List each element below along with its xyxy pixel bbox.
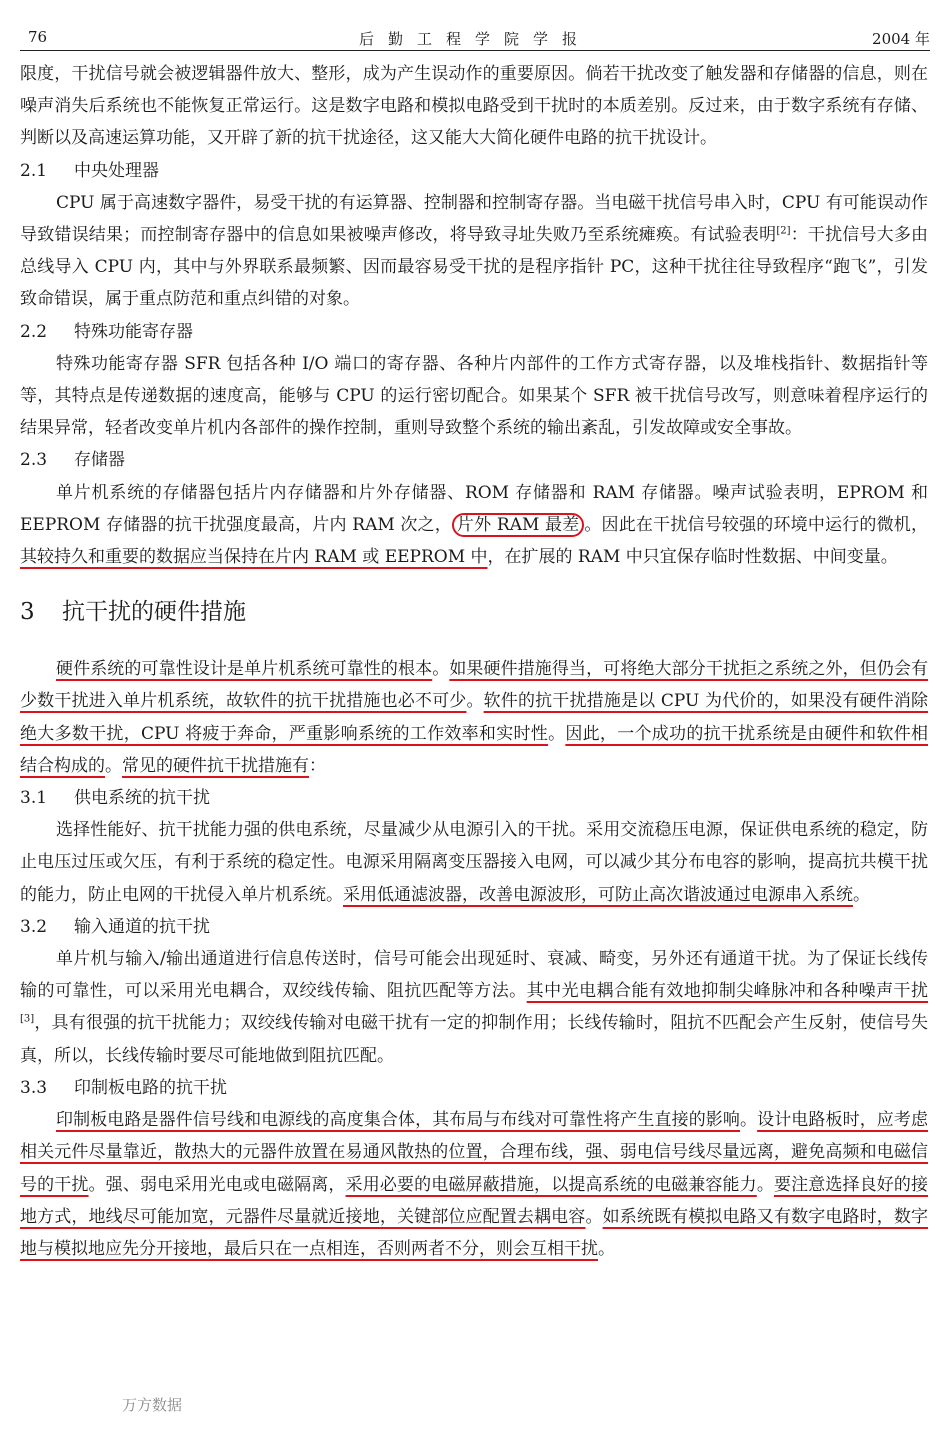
text-run: 。	[466, 691, 484, 712]
underlined-annotation: 硬件系统的可靠性设计是单片机系统可靠性的根本	[56, 659, 433, 680]
text-run: 。	[740, 1110, 758, 1131]
subsection-heading-3-2	[20, 911, 928, 943]
text-run: 。	[105, 755, 122, 776]
paragraph-power-supply	[20, 814, 928, 911]
text-run: 单片机系统的存储器包括片内存储器和片外存储器、ROM 存储器和 RAM 存储器。噪声试验表明，EPROM 和 EEPROM 存储器的抗干扰强度最高，片内 RAM 次之，	[20, 482, 928, 535]
journal-year: 2004 年	[872, 30, 930, 48]
subsection-heading-3-3	[20, 1072, 928, 1104]
subsection-title: 存储器	[74, 450, 125, 471]
circled-annotation: 片外 RAM 最差	[452, 513, 584, 537]
journal-title: 后勤工程学院学报	[358, 30, 591, 48]
underlined-annotation: 设计电路板时，应考虑相关元件尽量靠近，散热大的元器件放置在易通风散热的位置，合理布线，强、弱电信号线尽量远离，避免高频和电磁信号的干扰	[20, 1110, 929, 1195]
paragraph-pcb	[20, 1104, 928, 1265]
text-run: ：	[309, 755, 326, 776]
subsection-number: 3.2	[20, 916, 48, 937]
underlined-annotation: 采用低通滤波器，改善电源波形，可防止高次谐波通过电源串入系统	[343, 884, 853, 905]
text-run: 。因此在干扰信号较强的环境中运行的微机，	[584, 514, 928, 535]
subsection-heading-2-3	[20, 444, 928, 476]
subsection-number: 3.3	[20, 1077, 48, 1098]
underlined-annotation: 其中光电耦合能有效地抑制尖峰脉冲和各种噪声干扰	[526, 981, 929, 1002]
text-run: 单片机与输入/输出通道进行信息传送时，信号可能会出现延时、衰减、畸变，另外还有通道干扰。为了保证长线传输的可靠性，可以采用光电耦合，双绞线传输、阻抗匹配等方法。	[20, 949, 928, 1002]
underlined-annotation: 软件的抗干扰措施是以 CPU 为代价的，如果没有硬件消除绝大多数干扰，CPU 将疲于奔命，严重影响系统的工作效率和实时性	[20, 691, 929, 744]
text-run: ：干扰信号大多由总线导入 CPU 内，其中与外界联系最频繁、因而最容易受干扰的是程序指针 PC，这种干扰往往导致程序“跑飞”，引发致命错误，属于重点防范和重点纠错的对象。	[20, 225, 929, 310]
body-text	[20, 58, 928, 1265]
running-header	[20, 26, 930, 51]
subsection-title: 中央处理器	[74, 160, 159, 181]
text-run: ，在扩展的 RAM 中只宜保存临时性数据、中间变量。	[487, 547, 898, 568]
subsection-heading-2-1	[20, 155, 928, 187]
subsection-title: 印制板电路的抗干扰	[74, 1077, 227, 1098]
underlined-annotation: 如果硬件措施得当，可将绝大部分干扰拒之系统之外，但仍会有少数干扰进入单片机系统，故软件的抗干扰措施也必不可少	[20, 659, 929, 712]
text-run: 。	[598, 1238, 615, 1259]
section-heading-3	[20, 595, 928, 629]
text-run: ，具有很强的抗干扰能力；双绞线传输对电磁干扰有一定的抑制作用；长线传输时，阻抗不匹配会产生反射，使信号失真，所以，长线传输时要尽可能地做到阻抗匹配。	[20, 1013, 928, 1066]
citation: [2]	[776, 225, 791, 237]
text-run: 。	[432, 659, 450, 680]
text-run: 选择性能好、抗干扰能力强的供电系统，尽量减少从电源引入的干扰。采用交流稳压电源，保证供电系统的稳定，防止电压过压或欠压，有利于系统的稳定性。电源采用隔离变压器接入电网，可以减少其分布电容的影响，提高抗共模干扰的能力，防止电网的干扰侵入单片机系统。	[20, 820, 928, 905]
subsection-number: 2.1	[20, 160, 48, 181]
citation: [3]	[20, 1013, 35, 1025]
underlined-annotation: 要注意选择良好的接地方式，地线尽可能加宽，元器件尽量就近接地，关键部位应配置去耦电容	[20, 1174, 929, 1227]
subsection-number: 3.1	[20, 788, 48, 809]
subsection-title: 特殊功能寄存器	[74, 321, 193, 342]
underlined-annotation: 因此，一个成功的抗干扰系统是由硬件和软件相结合构成的	[20, 723, 929, 776]
underlined-annotation: 印制板电路是器件信号线和电源线的高度集合体，其布局与布线对可靠性将产生直接的影响	[56, 1110, 740, 1131]
underlined-annotation: 采用必要的电磁屏蔽措施，以提高系统的电磁兼容能力	[345, 1174, 757, 1195]
underlined-annotation: 常见的硬件抗干扰措施有	[122, 755, 309, 776]
text-run: 。	[585, 1206, 603, 1227]
paragraph-sfr: 特殊功能寄存器 SFR 包括各种 I/O 端口的寄存器、各种片内部件的工作方式寄存器，以及堆栈指针、数据指针等等，其特点是传递数据的速度高，能够与 CPU 的运行密切配合。如果某个 SFR 被干扰信号改写，则意味着程序运行的结果异常，轻者改变单片机内各部件的操作控制，重则导致整个系统的输出紊乱，引发故障或安全事故。	[20, 353, 928, 439]
underlined-annotation: 如系统既有模拟电路又有数字电路时，数字地与模拟地应先分开接地，最后只在一点相连，否则两者不分，则会互相干扰	[20, 1206, 929, 1259]
subsection-title: 输入通道的抗干扰	[74, 916, 210, 937]
underlined-annotation: 其较持久和重要的数据应当保持在片内 RAM 或 EEPROM 中	[20, 547, 488, 568]
text-run: 。	[853, 884, 870, 905]
text-run: 。	[548, 723, 566, 744]
intro-paragraph: 限度，干扰信号就会被逻辑器件放大、整形，成为产生误动作的重要原因。倘若干扰改变了触发器和存储器的信息，则在噪声消失后系统也不能恢复正常运行。这是数字电路和模拟电路受到干扰时的本质差别。反过来，由于数字系统有存储、判断以及高速运算功能，又开辟了新的抗干扰途径，这又能大大简化硬件电路的抗干扰设计。	[20, 64, 928, 149]
paragraph-hardware-intro	[20, 653, 928, 782]
text-run: 。强、弱电采用光电或电磁隔离，	[88, 1174, 346, 1195]
paragraph-memory	[20, 477, 928, 574]
subsection-number: 2.3	[20, 450, 48, 471]
watermark: 万方数据	[122, 1396, 183, 1414]
subsection-heading-3-1	[20, 782, 928, 814]
text-run: 。	[756, 1174, 774, 1195]
subsection-title: 供电系统的抗干扰	[74, 788, 210, 809]
paragraph-cpu	[20, 187, 928, 316]
subsection-heading-2-2	[20, 316, 928, 348]
paragraph-input-channel	[20, 943, 928, 1072]
section-title: 抗干扰的硬件措施	[62, 599, 246, 626]
section-number: 3	[20, 599, 35, 626]
page-number: 76	[28, 28, 48, 46]
subsection-number: 2.2	[20, 321, 48, 342]
text-run: CPU 属于高速数字器件，易受干扰的有运算器、控制器和控制寄存器。当电磁干扰信号串入时，CPU 有可能误动作导致错误结果；而控制寄存器中的信息如果被噪声修改，将导致寻址失败乃至系统瘫痪。有试验表明	[20, 192, 928, 246]
